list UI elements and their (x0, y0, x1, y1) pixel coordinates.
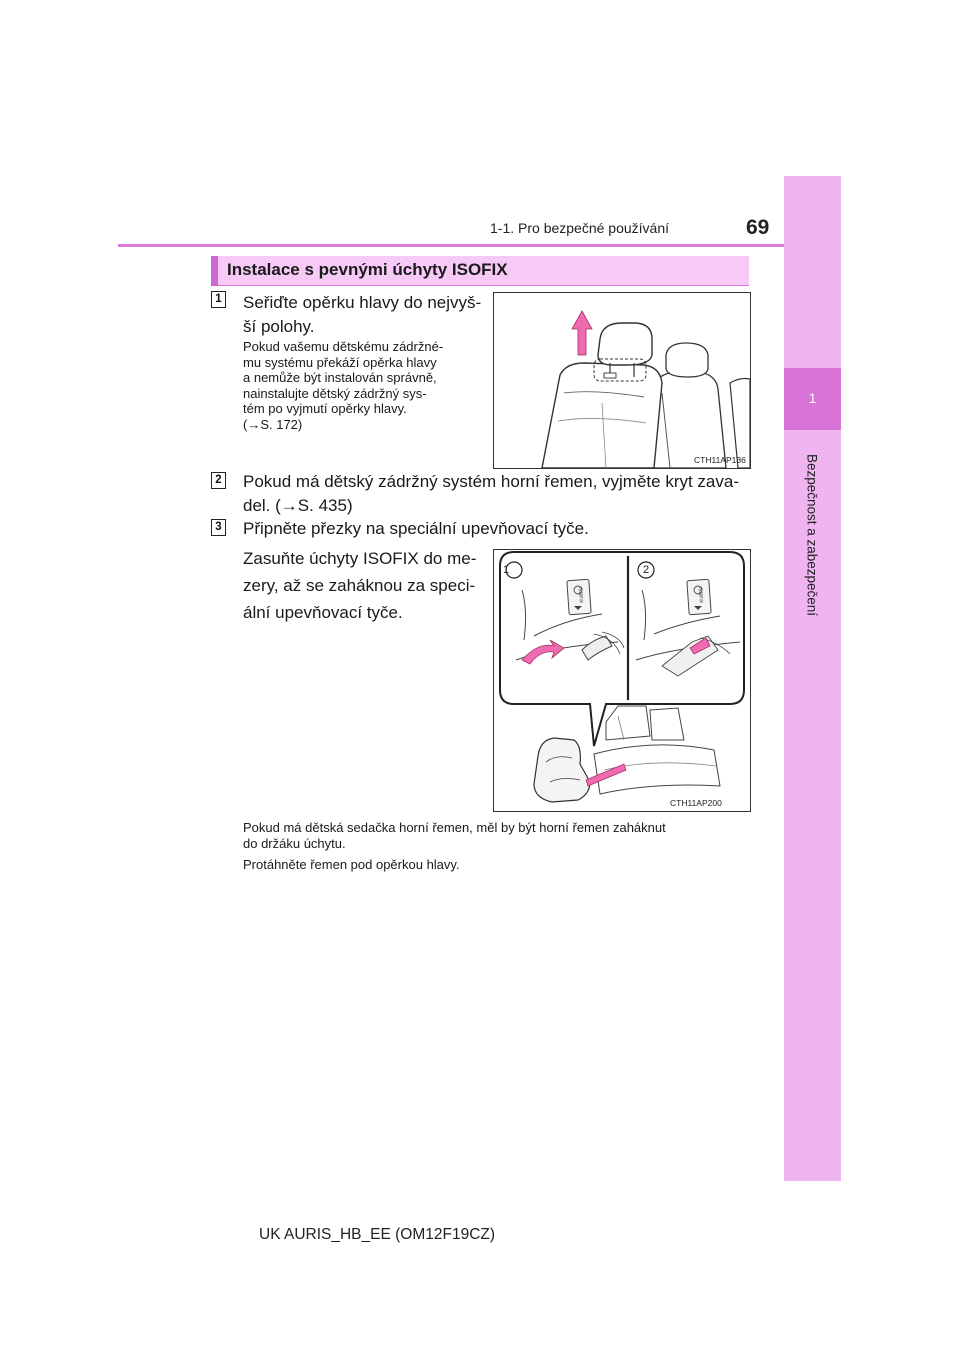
figure-headrest (493, 292, 751, 469)
step-number-1: 1 (211, 291, 226, 308)
figure-code-isofix: CTH11AP200 (670, 798, 722, 808)
step-2-text: Pokud má dětský zádržný systém horní řemen, vyjměte kryt zava- del. (→S. 435) (243, 472, 740, 515)
step-number-2: 2 (211, 472, 226, 489)
up-arrow-icon (572, 311, 592, 355)
step-3-subtext: Zasuňte úchyty ISOFIX do me- zery, až se zaháknou za speci- ální upevňovací tyče. (243, 549, 477, 622)
running-header-section: 1-1. Pro bezpečné používání (490, 220, 670, 236)
footer-model-code: UK AURIS_HB_EE (OM12F19CZ) (259, 1226, 496, 1243)
isofix-emblem-label-right: ISOFIX (696, 586, 704, 604)
chapter-side-tab (784, 176, 841, 1181)
section-heading-title: Instalace s pevnými úchyty ISOFIX (227, 260, 508, 279)
chapter-label: Bezpečnost a zabezpečení (804, 453, 820, 617)
step-3-text: Připněte přezky na speciální upevňovací tyče. (243, 519, 589, 538)
callout-number-1: 1 (503, 564, 510, 576)
headrest-illustration (494, 293, 750, 468)
isofix-emblem-label-left: ISOFIX (576, 586, 584, 604)
isofix-illustration (494, 550, 750, 811)
chapter-number: 1 (808, 390, 817, 406)
callout-number-2: 2 (643, 564, 650, 576)
step-number-3: 3 (211, 519, 226, 536)
step-1-note: Pokud vašemu dětskému zádržné- mu systému překáží opěrka hlavy a nemůže být instalován správně, nainstalujte dětský zádržný sys- tém po vyjmutí opěrky hlavy. (→S. 172) (243, 339, 444, 432)
section-heading (211, 256, 749, 286)
header-divider (118, 244, 784, 247)
figure-code-headrest: CTH11AP136 (694, 455, 746, 465)
step-1-text: Seřiďte opěrku hlavy do nejvyš- ší polohy. (243, 293, 482, 336)
note-top-tether: Pokud má dětská sedačka horní řemen, měl by být horní řemen zaháknut do držáku úchytu. (243, 820, 666, 851)
figure-isofix (493, 549, 751, 812)
note-strap-under-headrest: Protáhněte řemen pod opěrkou hlavy. (243, 857, 460, 872)
page-number: 69 (746, 216, 770, 239)
section-heading-marker (211, 256, 218, 286)
